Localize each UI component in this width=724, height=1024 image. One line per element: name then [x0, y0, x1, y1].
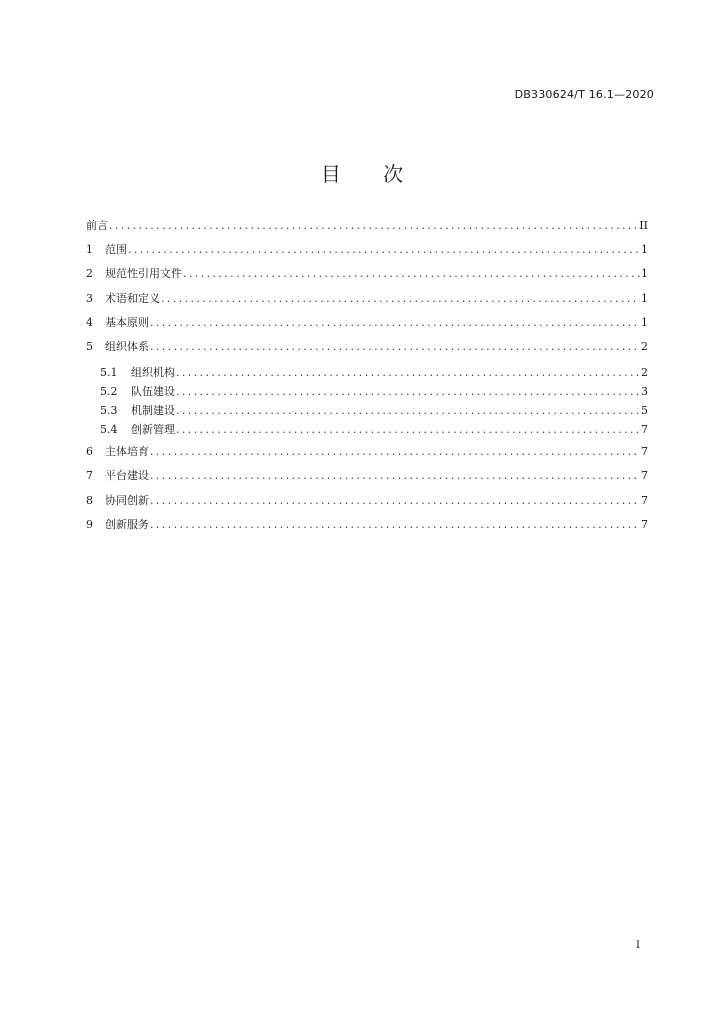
toc-entry-7[interactable] [86, 469, 648, 493]
toc-entry-number: 3 [86, 291, 93, 305]
toc-leader-dots [183, 267, 640, 281]
toc-entry-page: 7 [641, 469, 648, 483]
toc-leader-dots [150, 340, 640, 354]
toc-entry-page: 1 [641, 243, 648, 257]
toc-entry-page: 3 [641, 385, 648, 399]
toc-entry-number: 8 [86, 493, 93, 507]
toc-entry-label: 协同创新 [105, 493, 149, 507]
toc-entry-number: 1 [86, 243, 93, 257]
toc-entry-4[interactable] [86, 316, 648, 340]
toc-leader-dots [128, 243, 640, 257]
toc-entry-label: 组织机构 [131, 366, 175, 380]
toc-leader-dots [150, 494, 640, 508]
toc-entry-number: 4 [86, 315, 93, 329]
toc-entry-page: 5 [641, 404, 648, 418]
toc-entry-label: 队伍建设 [131, 385, 175, 399]
toc-entry-label: 创新管理 [131, 423, 175, 437]
toc-entry-2[interactable] [86, 267, 648, 291]
toc-entry-number: 5 [86, 339, 93, 353]
toc-leader-dots [176, 404, 640, 418]
toc-entry-5-1[interactable] [86, 366, 648, 385]
table-of-contents [86, 219, 648, 542]
toc-entry-number: 5.2 [100, 385, 118, 399]
toc-entry-page: 1 [641, 315, 648, 329]
toc-entry-number: 2 [86, 267, 93, 281]
toc-entry-page: 2 [641, 366, 648, 380]
toc-leader-dots [150, 316, 640, 330]
toc-entry-label: 机制建设 [131, 404, 175, 418]
toc-entry-5-2[interactable] [86, 385, 648, 404]
toc-entry-page: 7 [641, 423, 648, 437]
toc-entry-6[interactable] [86, 445, 648, 469]
toc-entry-label: 规范性引用文件 [105, 267, 182, 281]
toc-entry-label: 平台建设 [105, 469, 149, 483]
toc-entry-8[interactable] [86, 494, 648, 518]
toc-leader-dots [176, 385, 640, 399]
toc-entry-number: 5.4 [100, 423, 118, 437]
toc-entry-page: 1 [641, 291, 648, 305]
toc-leader-dots [161, 292, 640, 306]
toc-leader-dots [150, 518, 640, 532]
toc-leader-dots [150, 469, 640, 483]
toc-entry-3[interactable] [86, 292, 648, 316]
toc-entry-number: 7 [86, 469, 93, 483]
toc-leader-dots [109, 219, 638, 233]
toc-entry-label: 前言 [86, 219, 108, 232]
toc-entry-label: 术语和定义 [105, 291, 160, 305]
toc-entry-label: 组织体系 [105, 339, 149, 353]
toc-entry-5-4[interactable] [86, 423, 648, 442]
toc-entry-page: 2 [641, 339, 648, 353]
toc-entry-5[interactable] [86, 340, 648, 364]
toc-leader-dots [176, 366, 640, 380]
toc-entry-number: 5.3 [100, 404, 118, 418]
toc-entry-page: 7 [641, 445, 648, 459]
toc-entry-label: 基本原则 [105, 315, 149, 329]
toc-entry-number: 9 [86, 517, 93, 531]
toc-entry-5-3[interactable] [86, 404, 648, 423]
toc-entry-page: 1 [641, 267, 648, 281]
document-code: DB330624/T 16.1—2020 [514, 88, 654, 101]
toc-entry-page: 7 [641, 517, 648, 531]
toc-entry-label: 主体培育 [105, 445, 149, 459]
toc-leader-dots [176, 423, 640, 437]
toc-entry-label: 创新服务 [105, 517, 149, 531]
toc-entry-number: 5.1 [100, 366, 118, 380]
toc-entry-page: 7 [641, 493, 648, 507]
page-number: I [636, 940, 640, 951]
toc-entry-1[interactable] [86, 243, 648, 267]
toc-entry-9[interactable] [86, 518, 648, 542]
toc-entry-label: 范围 [105, 243, 127, 257]
toc-leader-dots [150, 445, 640, 459]
toc-entry-foreword[interactable] [86, 219, 648, 243]
page-title: 目 次 [320, 162, 422, 186]
toc-entry-page: II [639, 219, 648, 232]
toc-entry-number: 6 [86, 445, 93, 459]
